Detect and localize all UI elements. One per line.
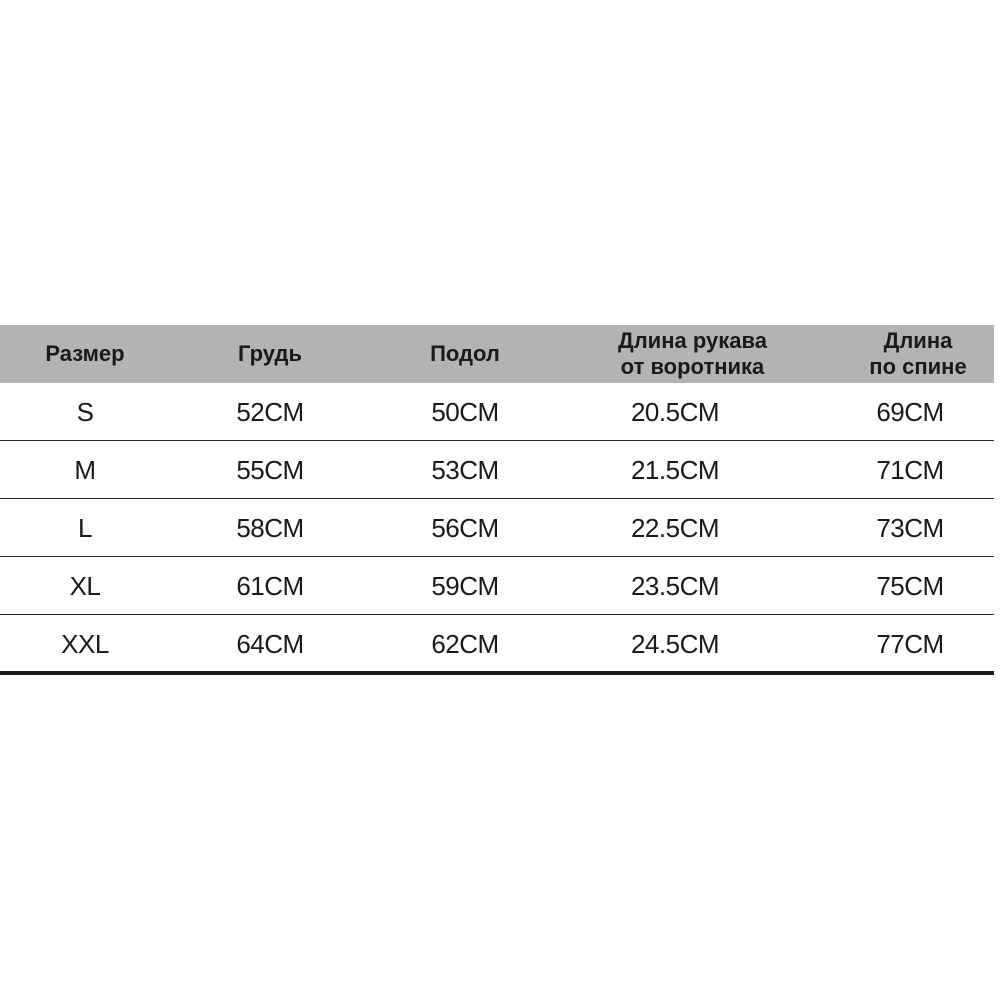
header-hem: Подол	[430, 341, 500, 366]
table-row	[0, 557, 994, 615]
cell-hem: 59CM	[431, 570, 499, 601]
header-back-length: Длина по спине	[869, 328, 967, 379]
cell-hem: 62CM	[431, 628, 499, 659]
cell-sleeve-length: 20.5CM	[630, 396, 720, 427]
cell-back-length: 77CM	[876, 628, 944, 659]
cell-size: M	[74, 454, 96, 485]
cell-hem: 53CM	[431, 454, 499, 485]
cell-sleeve-length: 22.5CM	[630, 512, 720, 543]
table-row	[0, 383, 994, 441]
cell-size: XL	[69, 570, 101, 601]
cell-back-length: 71CM	[876, 454, 944, 485]
cell-sleeve-length: 23.5CM	[630, 570, 720, 601]
cell-hem: 56CM	[431, 512, 499, 543]
cell-sleeve-length: 24.5CM	[630, 628, 720, 659]
cell-chest: 52CM	[236, 396, 304, 427]
cell-back-length: 75CM	[876, 570, 944, 601]
header-chest: Грудь	[238, 341, 302, 366]
header-size: Размер	[45, 341, 125, 366]
cell-back-length: 69CM	[876, 396, 944, 427]
cell-size: XXL	[61, 628, 109, 659]
cell-hem: 50CM	[431, 396, 499, 427]
cell-chest: 55CM	[236, 454, 304, 485]
cell-chest: 61CM	[236, 570, 304, 601]
size-chart-table	[0, 325, 994, 675]
table-row	[0, 441, 994, 499]
cell-chest: 58CM	[236, 512, 304, 543]
cell-sleeve-length: 21.5CM	[630, 454, 720, 485]
table-header-row	[0, 325, 994, 383]
cell-back-length: 73CM	[876, 512, 944, 543]
table-row	[0, 499, 994, 557]
cell-chest: 64CM	[236, 628, 304, 659]
header-sleeve-length: Длина рукава от воротника	[618, 328, 767, 379]
cell-size: S	[76, 396, 94, 427]
cell-size: L	[78, 512, 92, 543]
table-row	[0, 615, 994, 675]
